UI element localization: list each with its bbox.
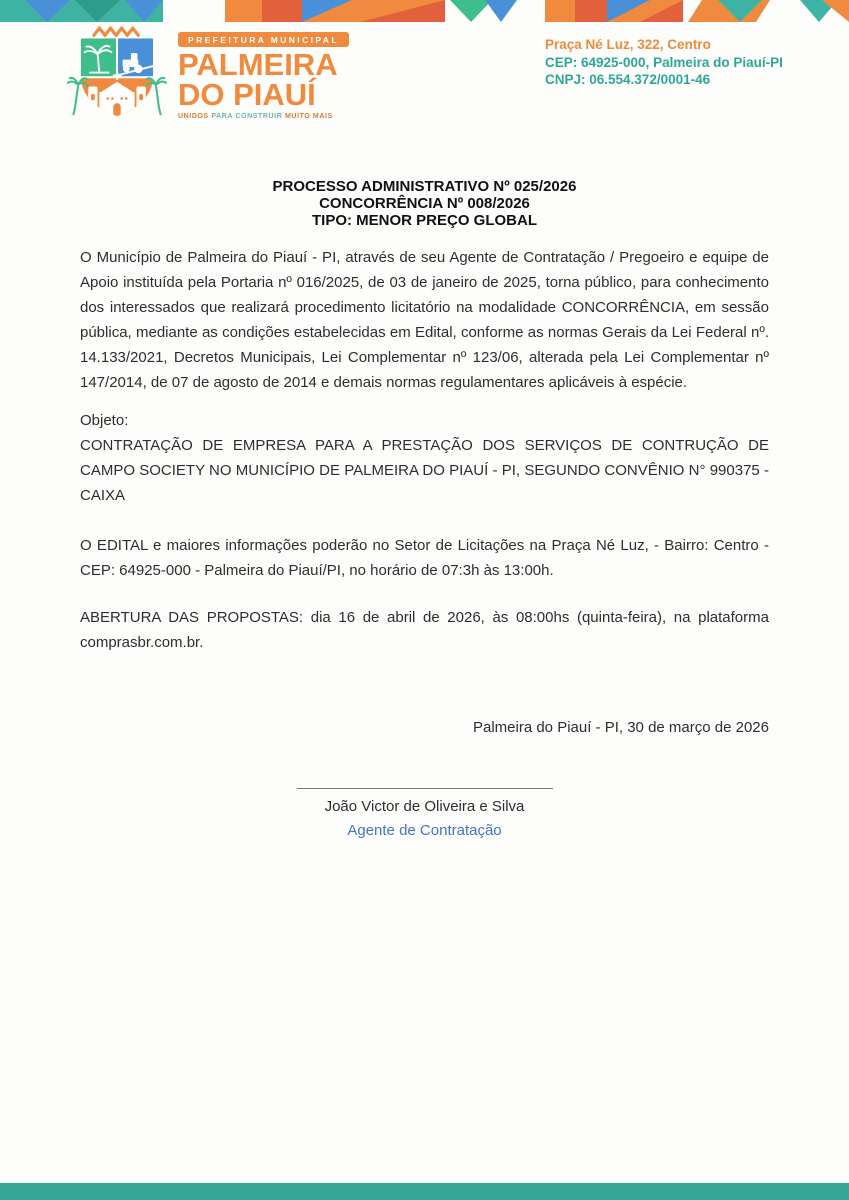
decorative-band — [0, 0, 849, 22]
title-concorrencia: CONCORRÊNCIA Nº 008/2026 — [319, 195, 530, 212]
logo-tagline — [178, 113, 408, 120]
logo-name-line2: DO PIAUÍ — [178, 77, 316, 112]
side-palm-right-icon — [147, 78, 166, 114]
tagline-end: MUITO MAIS — [284, 113, 333, 120]
logo-banner: PREFEITURA MUNICIPAL — [178, 32, 349, 47]
date-line: Palmeira do Piauí - PI, 30 de março de 2026 — [472, 719, 769, 736]
document-title-block — [80, 178, 769, 229]
edital-paragraph: O EDITAL e maiores informações poderão no Setor de Licitações na Praça Né Luz, - Bairro: Centro - CEP: 64925-000 - Palmeira do Piauí/PI, no horário de 07:3h às 13:00h. — [80, 537, 769, 579]
logo-wordmark — [178, 30, 408, 120]
logo-name-line1: PALMEIRA — [178, 47, 338, 82]
object-label: Objeto: — [80, 412, 129, 429]
signature-name: João Victor de Oliveira e Silva — [324, 798, 525, 815]
contact-cep: CEP: 64925-000, Palmeira do Piauí-PI — [545, 54, 783, 70]
signature-rule — [297, 788, 553, 789]
municipal-crest-logo — [66, 25, 168, 122]
tagline-start: UNIDOS — [178, 113, 209, 120]
side-palm-left-icon — [68, 78, 87, 114]
signature-block — [80, 788, 769, 839]
object-text: CONTRATAÇÃO DE EMPRESA PARA A PRESTAÇÃO DOS SERVIÇOS DE CONTRUÇÃO DE CAMPO SOCIETY NO MUNICÍPIO DE PALMEIRA DO PIAUÍ - PI, SEGUNDO CONVÊNIO N° 990375 - CAIXA — [80, 437, 769, 504]
letterhead — [0, 22, 849, 140]
object-section — [80, 408, 769, 508]
title-tipo: TIPO: MENOR PREÇO GLOBAL — [312, 212, 537, 229]
signature-role: Agente de Contratação — [347, 822, 502, 839]
contact-cnpj: CNPJ: 06.554.372/0001-46 — [545, 72, 711, 87]
tagline-middle: PARA CONSTRUIR — [211, 113, 283, 120]
document-body — [80, 178, 769, 839]
footer-bar — [0, 1183, 849, 1200]
opening-paragraph: ABERTURA DAS PROPOSTAS: dia 16 de abril de 2026, às 08:00hs (quinta-feira), na plataforma comprasbr.com.br. — [80, 609, 769, 651]
crest-crown-icon — [94, 28, 139, 35]
title-processo: PROCESSO ADMINISTRATIVO Nº 025/2026 — [272, 178, 577, 195]
contact-block — [545, 36, 783, 89]
contact-address: Praça Né Luz, 322, Centro — [545, 37, 711, 52]
intro-paragraph: O Município de Palmeira do Piauí - PI, através de seu Agente de Contratação / Pregoeiro e equipe de Apoio instituída pela Portaria nº 016/2025, de 03 de janeiro de 2025, torna público, para conhecimento dos interessados que realizará procedimento licitatório na modalidade CONCORRÊNCIA, em sessão pública, mediante as condições estabelecidas em Edital, conforme as normas Gerais da Lei Federal nº. 14.133/2021, Decretos Municipais, Lei Complementar nº 123/06, alterada pela Lei Complementar nº 147/2014, de 07 de agosto de 2014 e demais normas regulamentares aplicáveis à espécie. — [80, 249, 769, 391]
